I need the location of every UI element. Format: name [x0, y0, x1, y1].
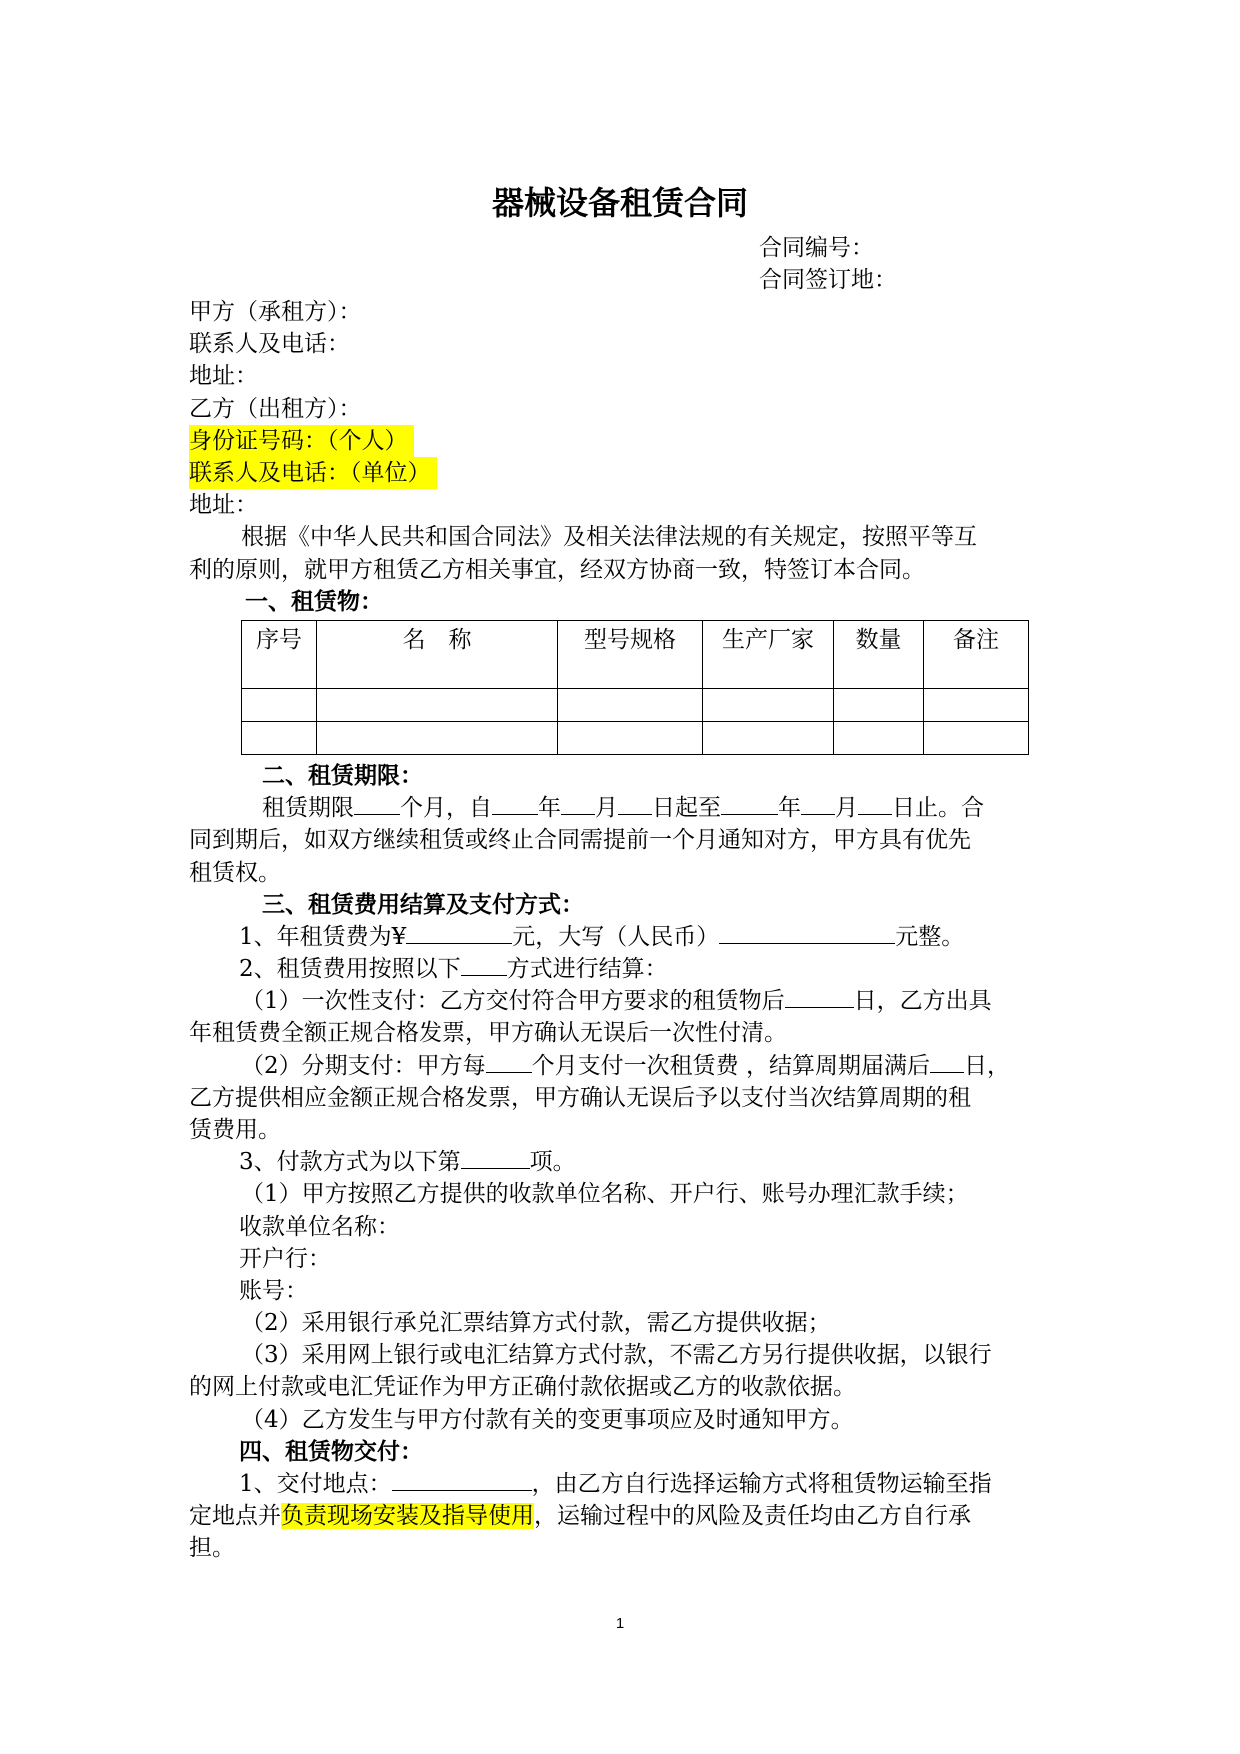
blank-end-month[interactable] — [801, 792, 835, 815]
text: 定地点并 — [189, 1503, 281, 1529]
table-cell[interactable] — [924, 689, 1029, 722]
text: 日， — [963, 1053, 1010, 1079]
section-1-heading: 一、租赁物： — [245, 589, 383, 615]
installment-line-3: 赁费用。 — [189, 1117, 281, 1143]
delivery-line-1 — [239, 1468, 992, 1500]
table-cell[interactable] — [242, 722, 317, 755]
text: 方式进行结算： — [506, 956, 668, 982]
text: 元整。 — [895, 924, 965, 950]
preamble-line-2: 利的原则，就甲方租赁乙方相关事宜，经双方协商一致，特签订本合同。 — [189, 557, 925, 583]
blank-settlement-method[interactable] — [461, 953, 507, 976]
table-cell[interactable] — [558, 689, 703, 722]
lease-term-line-1 — [262, 792, 984, 824]
table-cell[interactable] — [834, 722, 924, 755]
remittance-line: （1）甲方按照乙方提供的收款单位名称、开户行、账号办理汇款手续； — [241, 1181, 969, 1207]
table-cell[interactable] — [703, 689, 834, 722]
annual-rent-line — [239, 921, 964, 953]
lease-term-line-2: 同到期后，如双方继续租赁或终止合同需提前一个月通知对方，甲方具有优先 — [189, 827, 971, 853]
header-cell-model: 型号规格 — [558, 621, 703, 689]
text: 项。 — [529, 1149, 576, 1175]
party-a-address-label: 地址： — [189, 363, 258, 389]
table-cell[interactable] — [317, 722, 558, 755]
blank-start-year[interactable] — [492, 792, 538, 815]
blank-start-day[interactable] — [618, 792, 652, 815]
table-cell[interactable] — [242, 689, 317, 722]
text: 月 — [835, 795, 858, 821]
text: 日起至 — [652, 795, 721, 821]
blank-installment-months[interactable] — [486, 1050, 532, 1073]
leased-items-table — [241, 620, 1029, 755]
text: 日止。合 — [892, 795, 984, 821]
text: 个月，自 — [400, 795, 492, 821]
account-label: 账号： — [239, 1278, 308, 1304]
delivery-line-3: 担。 — [189, 1535, 235, 1561]
online-banking-line-1: （3）采用网上银行或电汇结算方式付款，不需乙方另行提供收据，以银行 — [241, 1342, 992, 1368]
blank-lump-sum-days[interactable] — [785, 985, 854, 1008]
blank-start-month[interactable] — [561, 792, 595, 815]
party-a-contact-label: 联系人及电话： — [189, 331, 350, 357]
text: 1、交付地点： — [239, 1471, 392, 1497]
bank-label: 开户行： — [239, 1246, 331, 1272]
text: 租赁期限 — [262, 795, 354, 821]
blank-end-year[interactable] — [721, 792, 778, 815]
party-b-label: 乙方（出租方）： — [189, 396, 362, 422]
lump-sum-line-2: 年租赁费全额正规合格发票，甲方确认无误后一次性付清。 — [189, 1020, 787, 1046]
installment-line-2: 乙方提供相应金额正规合格发票，甲方确认无误后予以支付当次结算周期的租 — [189, 1085, 971, 1111]
online-banking-line-2: 的网上付款或电汇凭证作为甲方正确付款依据或乙方的收款依据。 — [189, 1374, 856, 1400]
text: 月 — [595, 795, 618, 821]
page-number: 1 — [615, 1615, 625, 1632]
party-b-address-label: 地址： — [189, 492, 258, 518]
party-a-label: 甲方（承租方）： — [189, 299, 362, 325]
text: 个月支付一次租赁费 ，结算周期届满后 — [531, 1053, 930, 1079]
header-cell-manufacturer: 生产厂家 — [703, 621, 834, 689]
delivery-line-2 — [189, 1500, 971, 1532]
text: 元，大写（人民币） — [512, 924, 720, 950]
installment-line-1 — [241, 1050, 1010, 1082]
party-b-contact-label: 联系人及电话：（单位） — [189, 457, 437, 489]
blank-delivery-place[interactable] — [392, 1468, 532, 1491]
blank-rent-amount[interactable] — [406, 921, 512, 944]
table-cell[interactable] — [558, 722, 703, 755]
blank-rent-in-words[interactable] — [719, 921, 895, 944]
text: 年 — [538, 795, 561, 821]
contract-title: 器械设备租赁合同 — [491, 184, 748, 222]
highlighted-text: 负责现场安装及指导使用 — [281, 1503, 534, 1529]
bank-draft-line: （2）采用银行承兑汇票结算方式付款，需乙方提供收据； — [241, 1310, 831, 1336]
blank-installment-days[interactable] — [930, 1050, 964, 1073]
payee-name-label: 收款单位名称： — [239, 1214, 400, 1240]
section-3-heading: 三、租赁费用结算及支付方式： — [262, 892, 584, 918]
text: 2、租赁费用按照以下 — [239, 956, 461, 982]
text: 日，乙方出具 — [853, 988, 992, 1014]
header-cell-name: 名 称 — [317, 621, 558, 689]
text: 3、付款方式为以下第 — [239, 1149, 461, 1175]
text: （2）分期支付：甲方每 — [241, 1053, 486, 1079]
table-cell[interactable] — [924, 722, 1029, 755]
preamble-line-1: 根据《中华人民共和国合同法》及相关法律法规的有关规定，按照平等互 — [241, 524, 977, 550]
header-cell-quantity: 数量 — [834, 621, 924, 689]
blank-payment-option[interactable] — [461, 1146, 530, 1169]
table-cell[interactable] — [317, 689, 558, 722]
header-cell-remarks: 备注 — [924, 621, 1029, 689]
text: 年 — [778, 795, 801, 821]
table-cell[interactable] — [703, 722, 834, 755]
text: 1、年租赁费为¥ — [239, 924, 407, 950]
header-cell-index: 序号 — [242, 621, 317, 689]
payment-method-line — [239, 1146, 576, 1178]
section-4-heading: 四、租赁物交付： — [239, 1439, 423, 1465]
table-header-row — [242, 621, 1029, 689]
sign-place-label: 合同签订地： — [759, 267, 897, 293]
table-row — [242, 689, 1029, 722]
text: ，由乙方自行选择运输方式将租赁物运输至指 — [531, 1471, 992, 1497]
settlement-line — [239, 953, 668, 985]
change-notice-line: （4）乙方发生与甲方付款有关的变更事项应及时通知甲方。 — [241, 1407, 854, 1433]
blank-end-day[interactable] — [858, 792, 892, 815]
text: （1）一次性支付：乙方交付符合甲方要求的租赁物后 — [241, 988, 785, 1014]
lease-term-line-3: 租赁权。 — [189, 860, 281, 886]
contract-number-label: 合同编号： — [759, 235, 874, 261]
lump-sum-line-1 — [241, 985, 992, 1017]
table-row — [242, 722, 1029, 755]
party-b-id-label: 身份证号码：（个人） — [189, 425, 414, 457]
table-cell[interactable] — [834, 689, 924, 722]
blank-months[interactable] — [354, 792, 400, 815]
text: ，运输过程中的风险及责任均由乙方自行承 — [534, 1503, 971, 1529]
section-2-heading: 二、租赁期限： — [262, 763, 423, 789]
